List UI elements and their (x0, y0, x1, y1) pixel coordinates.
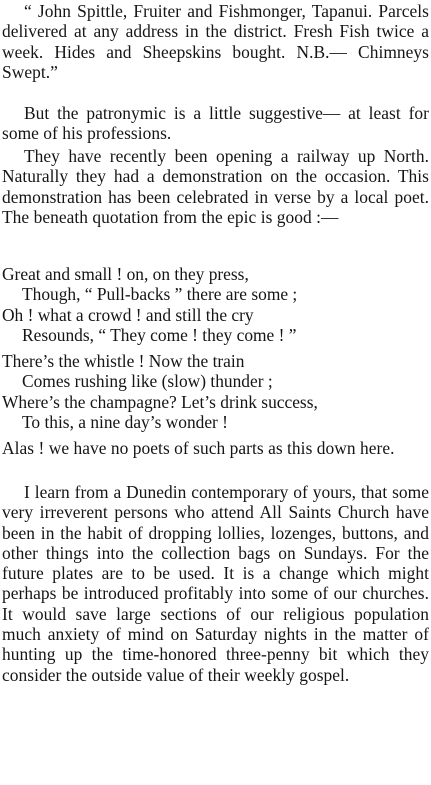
verse-line: Comes rushing like (slow) thunder ; (22, 371, 273, 392)
verse-line: Where’s the champagne? Let’s drink success, (2, 391, 318, 412)
verse-line: To this, a nine day’s wonder ! (22, 411, 228, 432)
verse-stanza-2 (2, 351, 429, 432)
verse-line: Oh ! what a crowd ! and still the cry (2, 304, 254, 325)
verse-line: Great and small ! on, on they press, (2, 264, 249, 284)
verse-stanza-1 (2, 264, 429, 345)
dunedin-paragraph: I learn from a Dunedin contemporary of yours, that some very irreverent persons who attend All Saints Church have been in the habit of dropping lollies, lozenges, buttons, and other things into the collection bags on Sundays. For the future plates are to be used. It is a change which might perhaps be introduced profitably into some of our churches. It would save large sections of our religious population much anxiety of mind on Saturday nights in the matter of hunting up the time-honored three-penny bit which they consider the outside value of their weekly gospel. (2, 482, 429, 685)
verse-line: There’s the whistle ! Now the train (2, 351, 245, 371)
patronymic-paragraph: But the patronymic is a little suggestive— at least for some of his professions. (2, 103, 429, 144)
advert-paragraph: “ John Spittle, Fruiter and Fishmonger, Tapanui. Parcels delivered at any address in the district. Fresh Fish twice a week. Hides and Sheepskins bought. N.B.— Chimneys Swept.” (2, 1, 429, 82)
verse-line: Though, “ Pull-backs ” there are some ; (22, 284, 298, 305)
verse-line: Resounds, “ They come ! they come ! ” (22, 324, 297, 345)
alas-paragraph: Alas ! we have no poets of such parts as this down here. (2, 438, 395, 458)
railway-paragraph: They have recently been opening a railway up North. Naturally they had a demonstration on the occasion. This demonstration has been celebrated in verse by a local poet. The beneath quotation from the epic is good :— (2, 146, 429, 227)
